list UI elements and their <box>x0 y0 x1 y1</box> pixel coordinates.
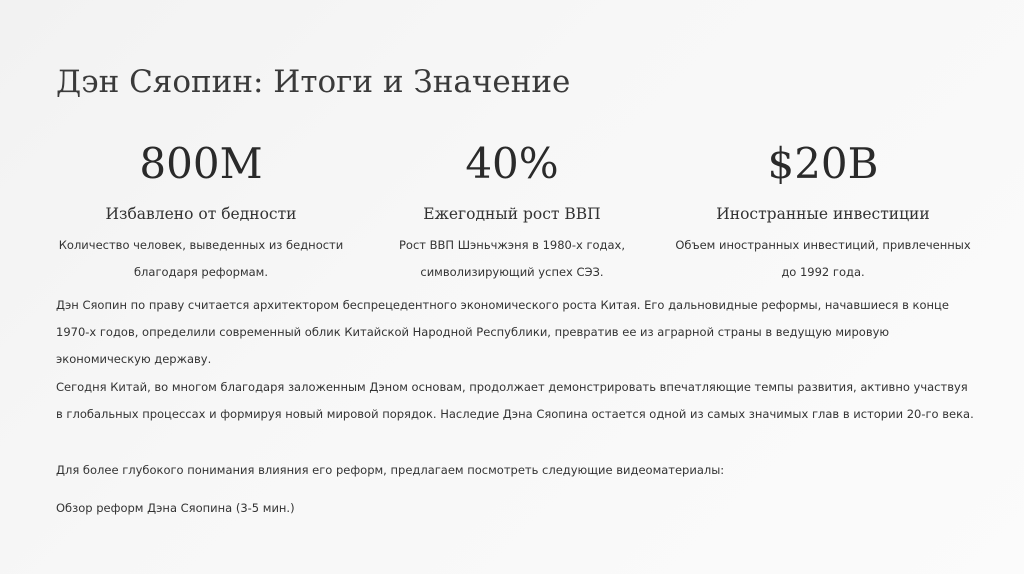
stat-poverty <box>31 138 371 286</box>
stat-foreign-investment <box>653 138 993 286</box>
stat-value: 800M <box>139 139 263 188</box>
stat-description: Рост ВВП Шэньчжэня в 1980-х годах, символизирующий успех СЭЗ. <box>398 238 626 279</box>
video-link[interactable]: Обзор реформ Дэна Сяопина (3-5 мин.) <box>56 501 295 515</box>
stat-label: Ежегодный рост ВВП <box>423 205 601 223</box>
stat-value: $20B <box>767 139 879 188</box>
paragraph-architect: Дэн Сяопин по праву считается архитектором беспрецедентного экономического роста Китая. Его дальновидные реформы, начавшиеся в конце 1970-х годов, определили современный облик Китайской Народной Республики, превратив ее из аграрной страны в ведущую мировую экономическую державу. <box>56 298 949 366</box>
stat-gdp-growth <box>342 138 682 286</box>
stat-value: 40% <box>465 139 559 188</box>
paragraph-legacy: Сегодня Китай, во многом благодаря заложенным Дэном основам, продолжает демонстрировать впечатляющие темпы развития, активно участвуя в глобальных процессах и формируя новый мировой порядок. Наследие Дэна Сяопина остается одной из самых значимых глав в истории 20-го века. <box>56 380 974 421</box>
stat-label: Иностранные инвестиции <box>716 205 930 223</box>
stat-label: Избавлено от бедности <box>105 205 297 223</box>
stat-description: Количество человек, выведенных из бедности благодаря реформам. <box>58 238 344 279</box>
stat-description: Объем иностранных инвестиций, привлеченных до 1992 года. <box>675 238 971 279</box>
slide-title: Дэн Сяопин: Итоги и Значение <box>56 64 571 100</box>
paragraph-video-intro: Для более глубокого понимания влияния его реформ, предлагаем посмотреть следующие видеоматериалы: <box>56 463 725 477</box>
